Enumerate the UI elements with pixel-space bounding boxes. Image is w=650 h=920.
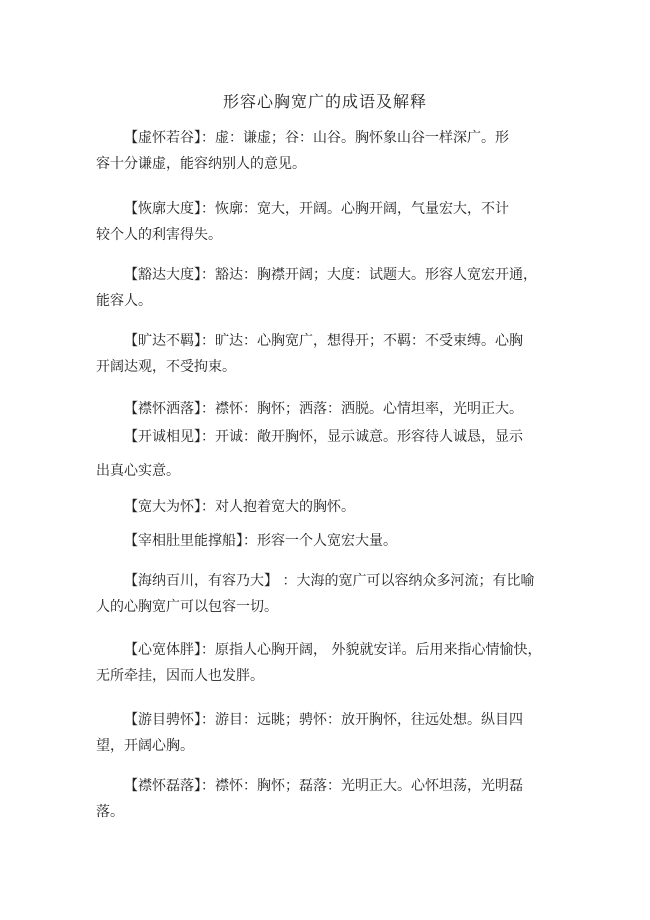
entry-line: 【虚怀若谷】：虚：谦虚；谷：山谷。胸怀象山谷一样深广。形 (124, 130, 509, 146)
entry-line: 【心宽体胖】：原指人心胸开阔， 外貌就安详。后用来指心情愉快， (124, 642, 542, 658)
entry-line: 望，开阔心胸。 (96, 738, 194, 754)
entry-line: 【旷达不羁】：旷达：心胸宽广，想得开；不羁：不受束缚。心胸 (124, 333, 523, 349)
entry-line: 无所牵挂，因而人也发胖。 (96, 668, 264, 684)
entry-line: 【开诚相见】：开诚：敞开胸怀，显示诚意。形容待人诚恳，显示 (124, 429, 523, 445)
entry-line: 【宽大为怀】：对人抱着宽大的胸怀。 (124, 499, 355, 515)
idiom-entry-8 (96, 528, 558, 554)
idiom-entry-5 (96, 396, 558, 422)
entry-line: 【襟怀洒落】：襟怀：胸怀；洒落：洒脱。心情坦率，光明正大。 (124, 401, 523, 417)
idiom-entry-6 (96, 424, 558, 484)
entry-line: 【豁达大度】：豁达：胸襟开阔；大度：试题大。形容人宽宏开通， (124, 267, 537, 283)
entry-line: 【游目骋怀】：游目：远眺；骋怀：放开胸怀，往远处想。纵目四 (124, 712, 523, 728)
document-title: 形容心胸宽广的成语及解释 (222, 92, 427, 111)
idiom-entry-3 (96, 262, 558, 314)
entry-line: 人的心胸宽广可以包容一切。 (96, 599, 278, 615)
entry-line: 【恢廓大度】：恢廓：宽大，开阔。心胸开阔，气量宏大，不计 (124, 201, 509, 217)
idiom-entry-9 (96, 568, 558, 620)
idiom-entry-11 (96, 707, 558, 759)
entry-line: 【襟怀磊落】：襟怀：胸怀；磊落：光明正大。心怀坦荡，光明磊 (124, 778, 523, 794)
idiom-entry-12 (96, 773, 558, 825)
idiom-entry-10 (96, 637, 558, 689)
entry-line: 【宰相肚里能撑船】：形容一个人宽宏大量。 (124, 533, 397, 549)
entry-line: 容十分谦虚，能容纳别人的意见。 (96, 156, 306, 172)
entry-line: 出真心实意。 (96, 463, 180, 479)
idiom-entry-7 (96, 494, 558, 520)
idiom-entry-1 (96, 125, 558, 177)
entry-line: 能容人。 (96, 293, 152, 309)
entry-line: 较个人的利害得失。 (96, 227, 222, 243)
idiom-entry-2 (96, 196, 558, 248)
idiom-entry-4 (96, 328, 558, 380)
entry-line: 开阔达观，不受拘束。 (96, 359, 236, 375)
entry-line: 【海纳百川，有容乃大】 ：大海的宽广可以容纳众多河流；有比喻 (124, 573, 535, 589)
entry-line: 落。 (96, 804, 124, 820)
